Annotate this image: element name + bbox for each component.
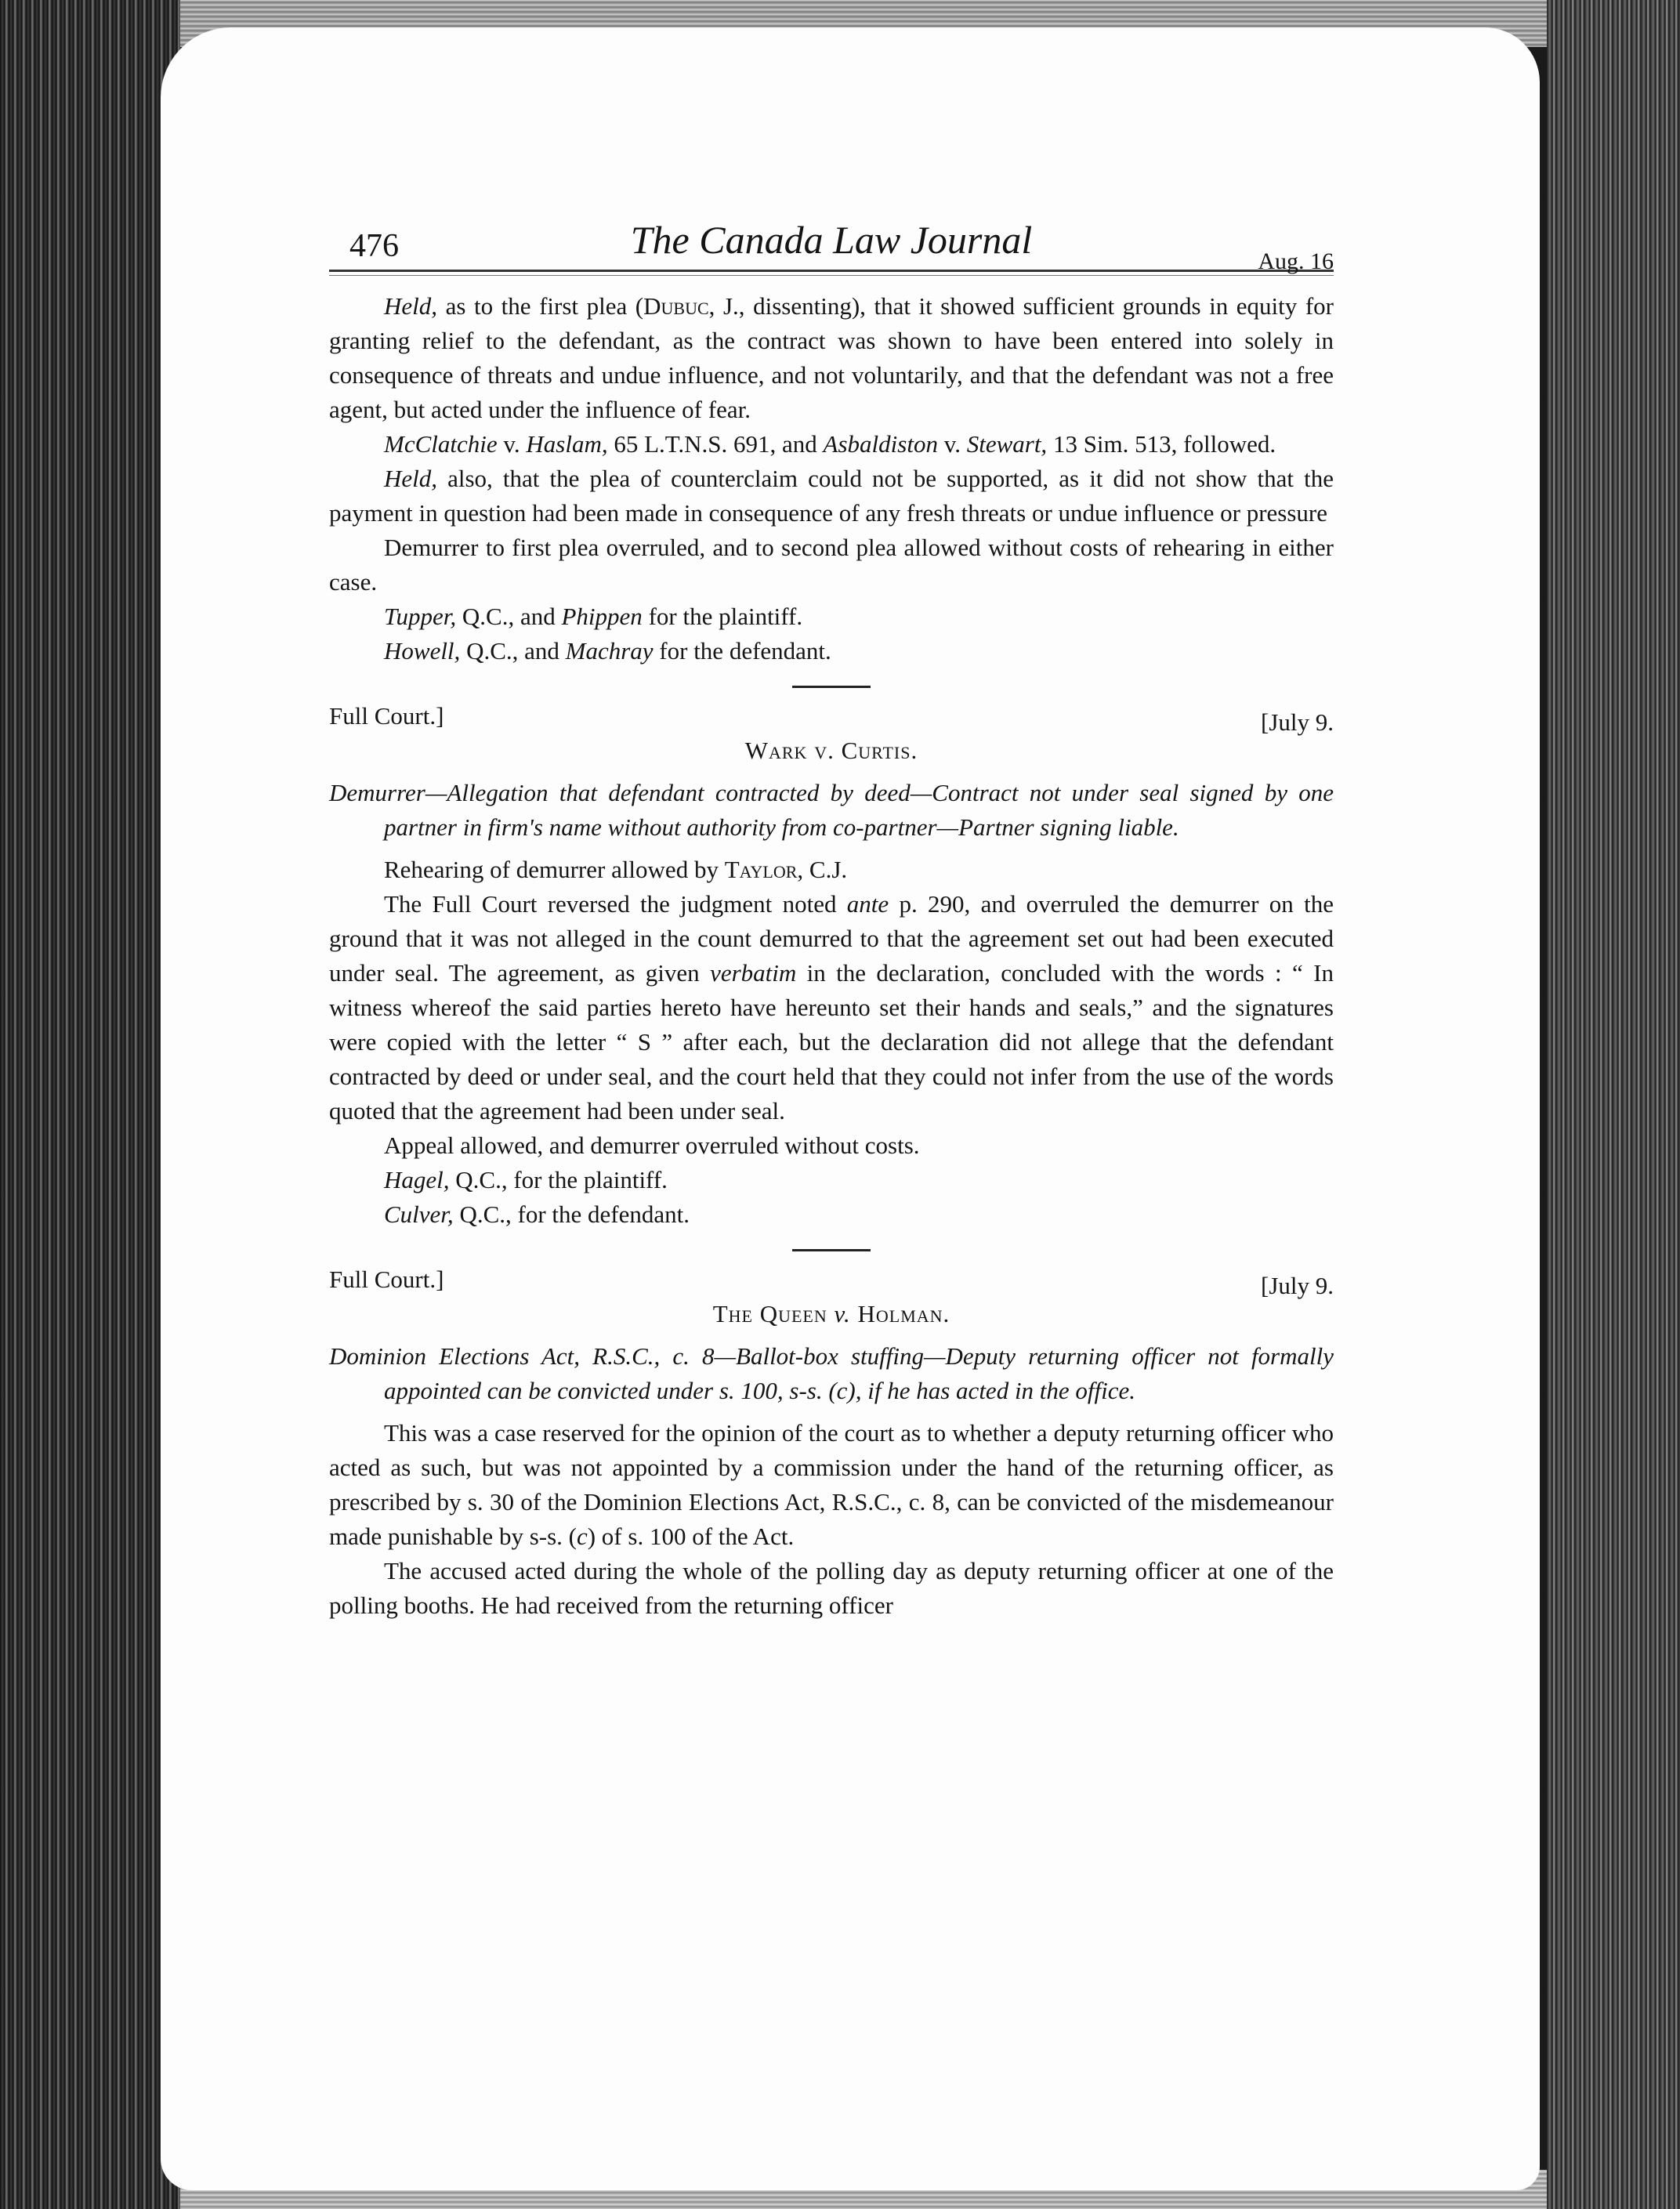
case1-counsel-plaintiff: Hagel, Q.C., for the plaintiff. bbox=[384, 1166, 668, 1193]
scan-edge-left bbox=[0, 0, 180, 2209]
case2-paragraph-1: This was a case reserved for the opinion of the court as to whether a deputy returning officer who acted as such, but was not appointed by a commission under the hand of the returning officer, as prescribed by s. 30 of the Dominion Elections Act, R.S.C., c. 8, can be convicted of the misdemeanour made punishable by s-s. (c) of s. 100 of the Act. bbox=[329, 1419, 1334, 1550]
case1-paragraph-2: The Full Court reversed the judgment noted ante p. 290, and overruled the demurrer on the ground that it was not alleged in the count demurred to that the agreement set out had been executed under seal. The agreement, as given verbatim in the declaration, concluded with the words : “ In witness whereof the said parties hereto have hereunto set their hands and seals,” and the signatures were copied with the letter “ S ” after each, but the declaration did not allege that the defendant contracted by deed or under seal, and the court held that they could not infer from the use of the words quoted that the agreement had been under seal. bbox=[329, 890, 1334, 1124]
case1-counsel-defendant: Culver, Q.C., for the defendant. bbox=[384, 1200, 690, 1228]
prev-case-counsel-plaintiff: Tupper, Q.C., and Phippen for the plaintiff. bbox=[384, 603, 803, 630]
case2-date: [July 9. bbox=[1261, 1272, 1334, 1299]
case1-headnote: Demurrer—Allegation that defendant contracted by deed—Contract not under seal signed by one partner in firm's name without authority from co-partner—Partner signing liable. bbox=[329, 779, 1334, 841]
case2-title: The Queen v. Holman. bbox=[712, 1300, 950, 1327]
case2-paragraph-2: The accused acted during the whole of the polling day as deputy returning officer at one of the polling booths. He had received from the returning officer bbox=[329, 1557, 1334, 1619]
section-divider bbox=[792, 1249, 871, 1251]
case2-court-line bbox=[329, 1262, 1334, 1297]
case1-paragraph-1: Rehearing of demurrer allowed by Taylor, C.J. bbox=[384, 856, 848, 883]
scan-edge-right bbox=[1547, 0, 1680, 2209]
prev-case-paragraph-3: Held, also, that the plea of counterclaim could not be supported, as it did not show that the payment in question had been made in consequence of any fresh threats or undue influence or pressure bbox=[329, 465, 1334, 527]
running-header bbox=[329, 218, 1334, 274]
case1-title: Wark v. Curtis. bbox=[744, 737, 918, 764]
case1-court: Full Court.] bbox=[329, 702, 444, 730]
header-date: Aug. 16 bbox=[1258, 248, 1334, 274]
page-number: 476 bbox=[349, 228, 399, 264]
case1-court-line bbox=[329, 699, 1334, 736]
case1-paragraph-3: Appeal allowed, and demurrer overruled without costs. bbox=[384, 1132, 920, 1159]
prev-case-paragraph-2: McClatchie v. Haslam, 65 L.T.N.S. 691, and Asbaldiston v. Stewart, 13 Sim. 513, followed. bbox=[384, 430, 1276, 458]
case1-date: [July 9. bbox=[1261, 708, 1334, 736]
prev-case-counsel-defendant: Howell, Q.C., and Machray for the defendant. bbox=[384, 637, 831, 665]
prev-case-paragraph-1: Held, as to the first plea (Dubuc, J., dissenting), that it showed sufficient grounds in equity for granting relief to the defendant, as the contract was shown to have been entered into solely in consequence of threats and undue influence, and not voluntarily, and that the defendant was not a free agent, but acted under the influence of fear. bbox=[329, 292, 1334, 423]
section-divider bbox=[792, 686, 871, 688]
prev-case-paragraph-4: Demurrer to first plea overruled, and to second plea allowed without costs of rehearing in either case. bbox=[329, 534, 1334, 596]
page-content bbox=[329, 218, 1334, 1623]
case2-headnote: Dominion Elections Act, R.S.C., c. 8—Ballot-box stuffing—Deputy returning officer not formally appointed can be convicted under s. 100, s-s. (c), if he has acted in the office. bbox=[329, 1342, 1334, 1404]
journal-title: The Canada Law Journal bbox=[630, 218, 1033, 262]
case2-court: Full Court.] bbox=[329, 1266, 444, 1293]
